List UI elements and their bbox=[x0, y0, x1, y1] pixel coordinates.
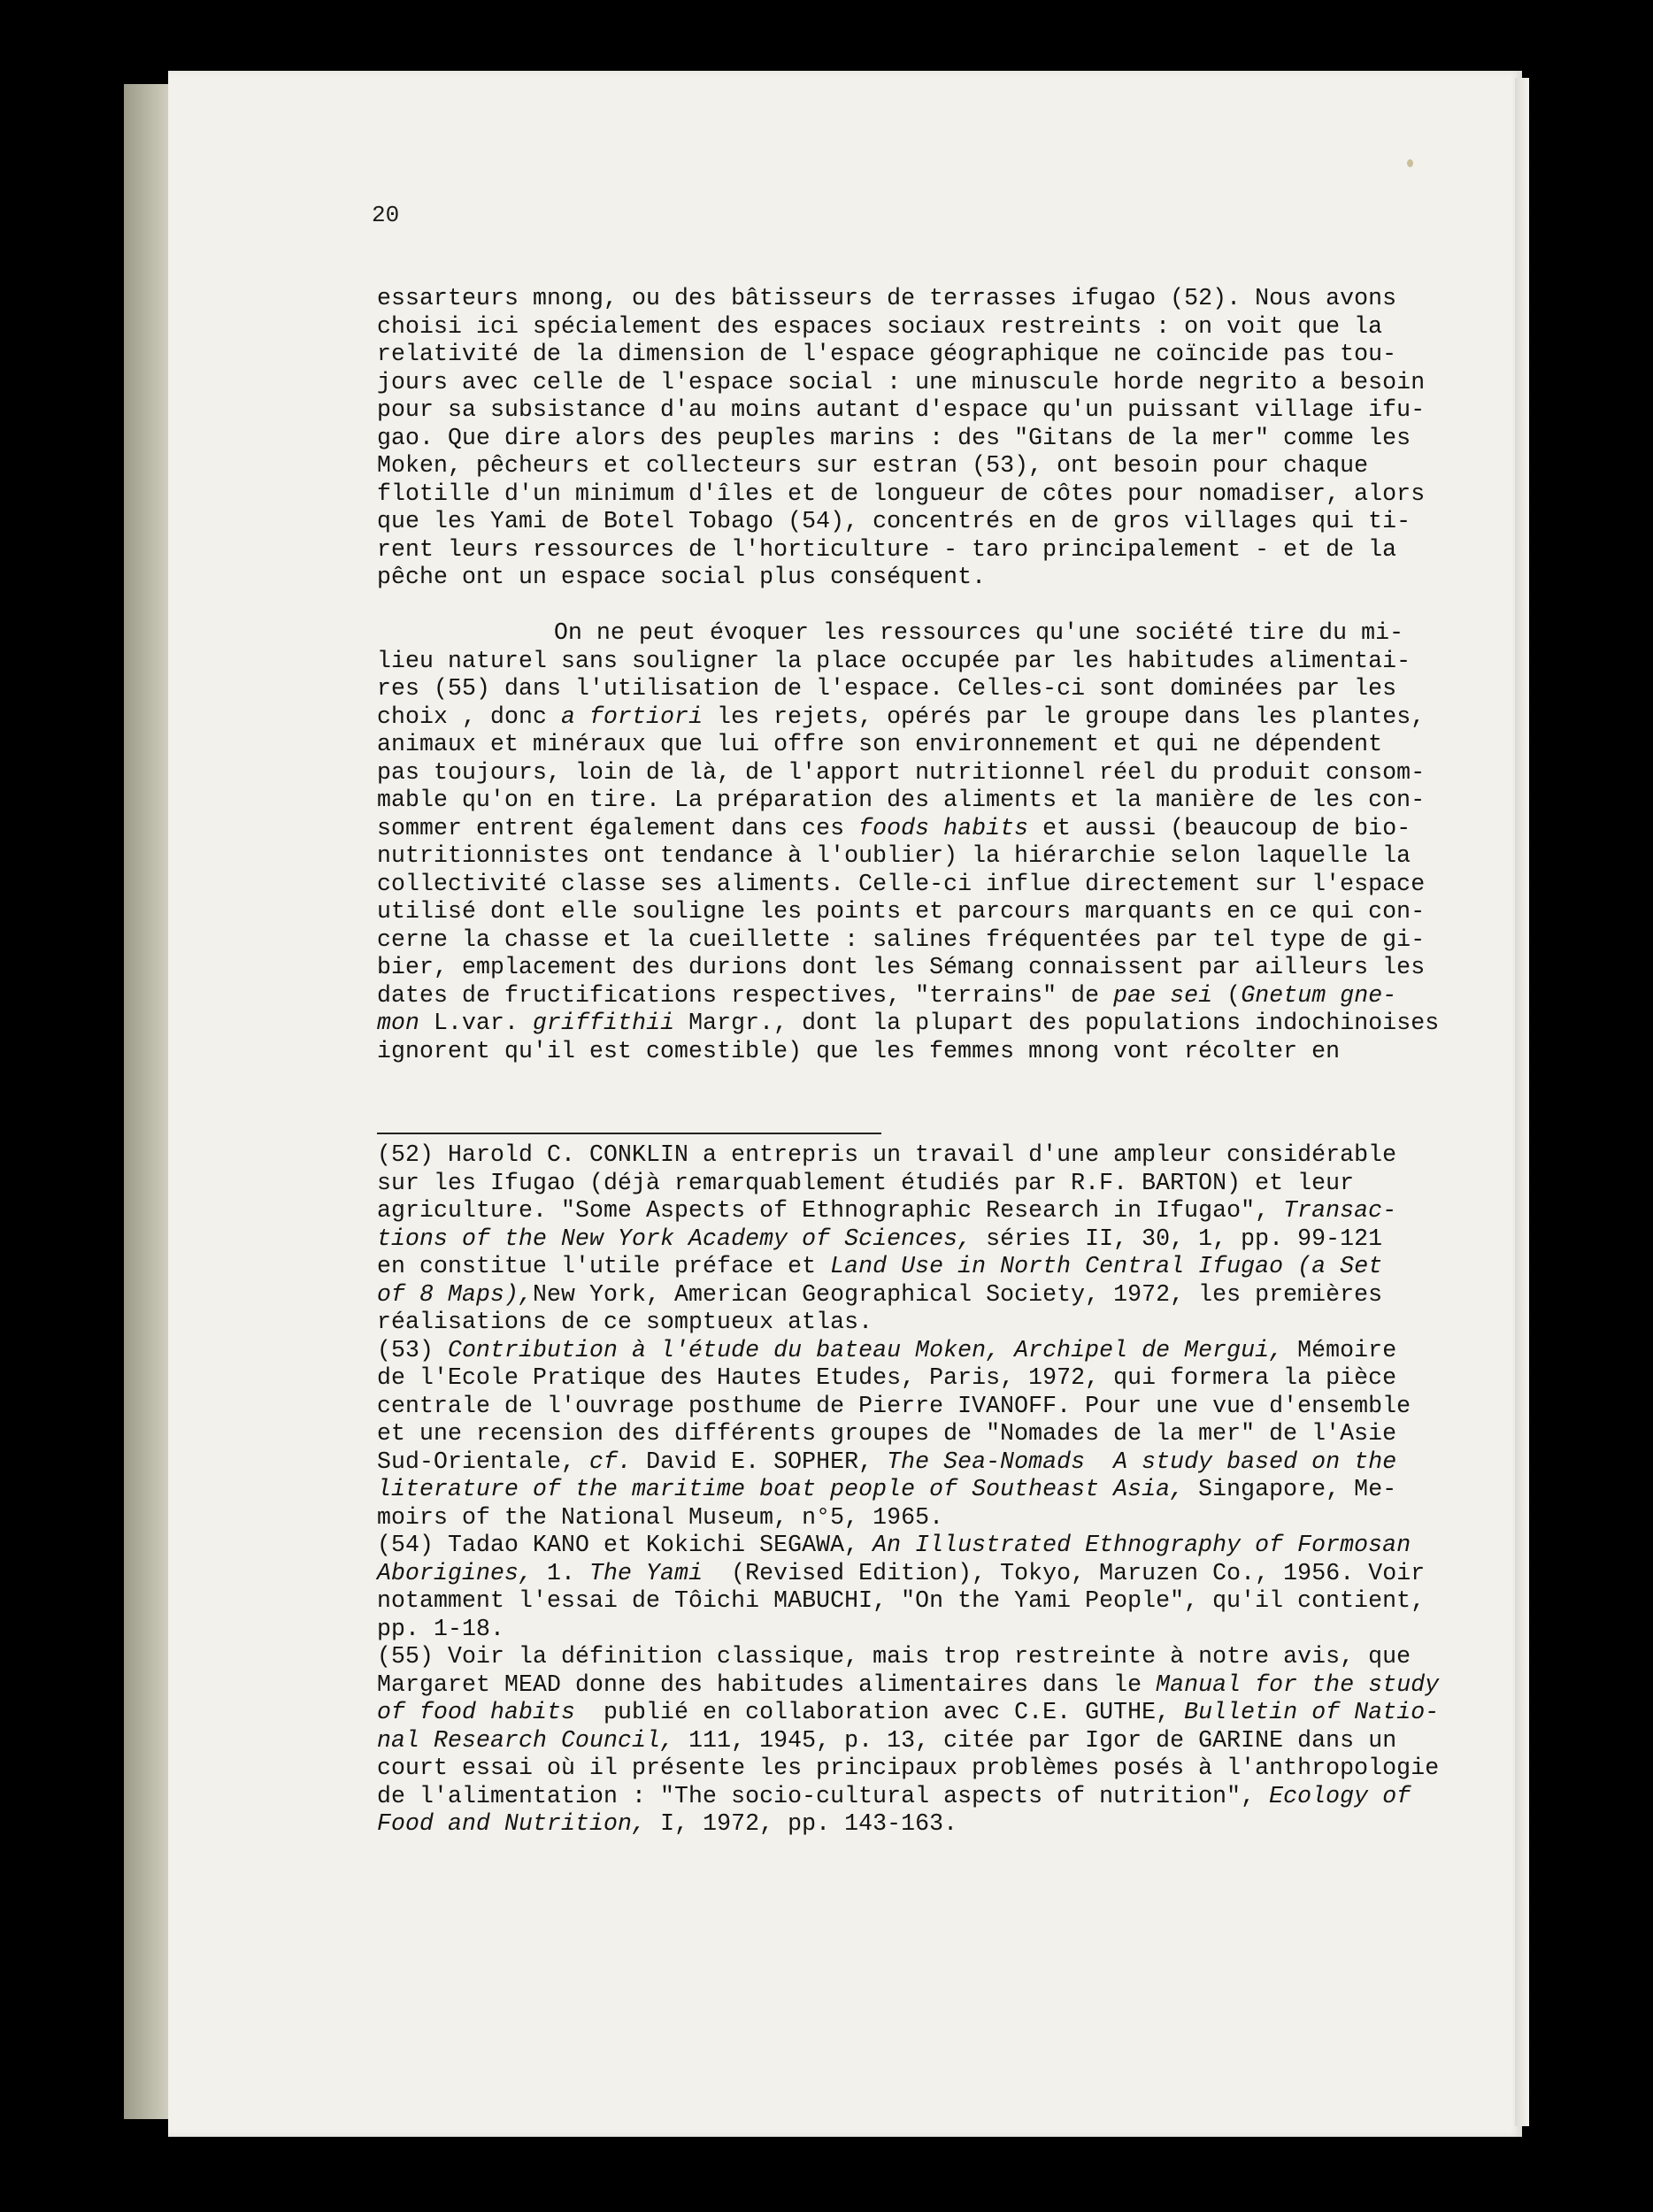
body-line bbox=[377, 1038, 1465, 1066]
text-run: (53) bbox=[377, 1336, 449, 1363]
body-line bbox=[377, 425, 1465, 453]
italic-text: foods habits bbox=[858, 814, 1029, 841]
body-line bbox=[377, 703, 1465, 732]
body-text bbox=[377, 285, 1465, 1065]
italic-text: a fortiori bbox=[561, 703, 703, 730]
body-line bbox=[377, 619, 1465, 648]
text-run: (54) Tadao KANO et Kokichi SEGAWA, bbox=[377, 1532, 873, 1558]
italic-text: Contribution à l'étude du bateau Moken, Archipel de Mergui, bbox=[448, 1336, 1284, 1363]
text-run: ( bbox=[1212, 981, 1242, 1009]
text-run: ignorent qu'il est comestible) que les femmes mnong vont récolter en bbox=[377, 1037, 1341, 1064]
text-run: 1. bbox=[533, 1559, 590, 1586]
text-run: sur les Ifugao (déjà remarquablement étudiés par R.F. BARTON) et leur bbox=[377, 1169, 1355, 1196]
italic-text: An Illustrated Ethnography of Formosan bbox=[873, 1532, 1411, 1558]
italic-text: cf. bbox=[589, 1448, 633, 1475]
italic-text: Aborigines, bbox=[377, 1559, 534, 1586]
text-run: Mémoire bbox=[1283, 1336, 1397, 1363]
italic-text: Bulletin of Natio- bbox=[1184, 1699, 1440, 1725]
body-line bbox=[377, 452, 1465, 480]
text-run: pp. 1-18. bbox=[377, 1615, 505, 1642]
body-line bbox=[377, 815, 1465, 843]
footnote-line bbox=[377, 1587, 1465, 1616]
text-run: Sud-Orientale, bbox=[377, 1448, 590, 1475]
text-run: pêche ont un espace social plus conséquent. bbox=[377, 564, 987, 590]
footnote-line bbox=[377, 1699, 1465, 1727]
text-run: Margr., dont la plupart des populations indochinoises bbox=[674, 1010, 1440, 1036]
text-run: notamment l'essai de Tôichi MABUCHI, "On the Yami People", qu'il contient, bbox=[377, 1587, 1426, 1614]
text-run: New York, American Geographical Society, 1972, les premières bbox=[533, 1280, 1383, 1308]
text-run: animaux et minéraux que lui offre son environnement et qui ne dépendent bbox=[377, 731, 1383, 757]
text-run: pour sa subsistance d'au moins autant d'espace qu'un puissant village ifu- bbox=[377, 396, 1426, 423]
text-run: L.var. bbox=[419, 1010, 534, 1036]
italic-text: of 8 Maps), bbox=[377, 1280, 534, 1308]
text-run: cerne la chasse et la cueillette : salines fréquentées par tel type de gi- bbox=[377, 926, 1426, 953]
text-run: utilisé dont elle souligne les points et parcours marquants en ce qui con- bbox=[377, 898, 1426, 925]
body-line bbox=[377, 341, 1465, 369]
text-run: dates de fructifications respectives, "terrains" de bbox=[377, 981, 1114, 1009]
body-line bbox=[377, 675, 1465, 703]
footnote-rule bbox=[377, 1133, 881, 1134]
text-run: les rejets, opérés par le groupe dans les plantes, bbox=[703, 703, 1426, 730]
italic-text: The Sea-Nomads A study based on the bbox=[887, 1448, 1397, 1475]
footnote-line bbox=[377, 1671, 1465, 1700]
text-run: relativité de la dimension de l'espace géographique ne coïncide pas tou- bbox=[377, 341, 1397, 367]
text-run: collectivité classe ses aliments. Celle-ci influe directement sur l'espace bbox=[377, 870, 1426, 897]
text-run: Singapore, Me- bbox=[1184, 1476, 1397, 1502]
italic-text: Land Use in North Central Ifugao (a Set bbox=[830, 1253, 1383, 1279]
italic-text: nal Research Council, bbox=[377, 1726, 675, 1754]
body-line bbox=[377, 759, 1465, 787]
text-run: et une recension des différents groupes de "Nomades de la mer" de l'Asie bbox=[377, 1420, 1397, 1447]
italic-text: Transac- bbox=[1283, 1197, 1397, 1224]
body-line bbox=[377, 842, 1465, 871]
text-run: flotille d'un minimum d'îles et de longueur de côtes pour nomadiser, alors bbox=[377, 480, 1426, 507]
footnote-line bbox=[377, 1783, 1465, 1811]
text-run: I, 1972, pp. 143-163. bbox=[646, 1810, 958, 1837]
italic-text: tions of the New York Academy of Sciences, bbox=[377, 1225, 973, 1252]
footnote-line bbox=[377, 1810, 1465, 1839]
footnote-line bbox=[377, 1504, 1465, 1532]
italic-text: Gnetum gne- bbox=[1241, 981, 1397, 1009]
text-run: moirs of the National Museum, n°5, 1965. bbox=[377, 1503, 944, 1531]
footnote-line bbox=[377, 1616, 1465, 1644]
italic-text: Manual for the study bbox=[1156, 1671, 1440, 1698]
text-run: essarteurs mnong, ou des bâtisseurs de terrasses ifugao (52). Nous avons bbox=[377, 285, 1397, 311]
page-number: 20 bbox=[372, 202, 400, 228]
text-run: séries II, 30, 1, pp. 99-121 bbox=[972, 1225, 1383, 1252]
footnote-line bbox=[377, 1448, 1465, 1477]
body-line bbox=[377, 982, 1465, 1010]
italic-text: Food and Nutrition, bbox=[377, 1810, 647, 1837]
footnote-line bbox=[377, 1170, 1465, 1198]
text-run: centrale de l'ouvrage posthume de Pierre IVANOFF. Pour une vue d'ensemble bbox=[377, 1392, 1411, 1419]
text-run: David E. SOPHER, bbox=[632, 1448, 888, 1475]
text-run: gao. Que dire alors des peuples marins : des "Gitans de la mer" comme les bbox=[377, 424, 1411, 451]
footnote-line bbox=[377, 1197, 1465, 1225]
text-run: que les Yami de Botel Tobago (54), concentrés en de gros villages qui ti- bbox=[377, 508, 1411, 534]
footnote-line bbox=[377, 1337, 1465, 1365]
text-run: publié en collaboration avec C.E. GUTHE, bbox=[575, 1699, 1185, 1725]
body-line bbox=[377, 564, 1465, 592]
text-run: On ne peut évoquer les ressources qu'une société tire du mi- bbox=[554, 619, 1404, 646]
footnote-line bbox=[377, 1476, 1465, 1504]
text-run: lieu naturel sans souligner la place occupée par les habitudes alimentai- bbox=[377, 647, 1411, 674]
body-line bbox=[377, 396, 1465, 425]
text-run: (55) Voir la définition classique, mais trop restreinte à notre avis, que bbox=[377, 1643, 1411, 1670]
footnote-line bbox=[377, 1727, 1465, 1755]
page-right-edge bbox=[1515, 78, 1529, 2126]
body-line bbox=[377, 871, 1465, 899]
body-line bbox=[377, 1010, 1465, 1038]
italic-text: of food habits bbox=[377, 1699, 576, 1725]
text-run: réalisations de ce somptueux atlas. bbox=[377, 1309, 873, 1335]
text-run: et aussi (beaucoup de bio- bbox=[1028, 814, 1411, 841]
body-line bbox=[377, 369, 1465, 397]
text-run: Margaret MEAD donne des habitudes alimentaires dans le bbox=[377, 1671, 1157, 1698]
italic-text: The Yami bbox=[589, 1559, 703, 1586]
body-line bbox=[377, 648, 1465, 676]
body-line bbox=[377, 731, 1465, 759]
text-run: mable qu'on en tire. La préparation des aliments et la manière de les con- bbox=[377, 787, 1426, 813]
footnote-line bbox=[377, 1364, 1465, 1393]
italic-text: mon bbox=[377, 1010, 420, 1036]
footnote-line bbox=[377, 1643, 1465, 1671]
body-line bbox=[377, 508, 1465, 536]
body-line bbox=[377, 898, 1465, 926]
text-run: sommer entrent également dans ces bbox=[377, 814, 859, 841]
text-run: (52) Harold C. CONKLIN a entrepris un travail d'une ampleur considérable bbox=[377, 1141, 1397, 1168]
body-line bbox=[377, 313, 1465, 342]
text-run: jours avec celle de l'espace social : une minuscule horde negrito a besoin bbox=[377, 368, 1426, 396]
footnote-line bbox=[377, 1309, 1465, 1337]
footnote-line bbox=[377, 1532, 1465, 1560]
text-run: court essai où il présente les principaux problèmes posés à l'anthropologie bbox=[377, 1755, 1440, 1781]
text-run: pas toujours, loin de là, de l'apport nutritionnel réel du produit consom- bbox=[377, 758, 1426, 786]
text-run: nutritionnistes ont tendance à l'oublier) la hiérarchie selon laquelle la bbox=[377, 842, 1411, 869]
text-run: res (55) dans l'utilisation de l'espace. Celles-ci sont dominées par les bbox=[377, 675, 1397, 702]
text-run: bier, emplacement des durions dont les Sémang connaissent par ailleurs les bbox=[377, 954, 1426, 980]
footnote-line bbox=[377, 1393, 1465, 1421]
body-line bbox=[377, 480, 1465, 509]
paper-spot bbox=[1407, 159, 1413, 167]
text-run: choix , donc bbox=[377, 703, 562, 730]
body-line bbox=[377, 787, 1465, 815]
text-run: (Revised Edition), Tokyo, Maruzen Co., 1956. Voir bbox=[703, 1559, 1426, 1586]
footnote-line bbox=[377, 1755, 1465, 1783]
text-run: choisi ici spécialement des espaces sociaux restreints : on voit que la bbox=[377, 312, 1383, 340]
footnote-line bbox=[377, 1420, 1465, 1448]
body-line bbox=[377, 285, 1465, 313]
text-run: en constitue l'utile préface et bbox=[377, 1253, 831, 1279]
body-line bbox=[377, 954, 1465, 982]
italic-text: Ecology of bbox=[1269, 1782, 1411, 1809]
italic-text: literature of the maritime boat people of Southeast Asia, bbox=[377, 1476, 1185, 1502]
text-run: de l'Ecole Pratique des Hautes Etudes, Paris, 1972, qui formera la pièce bbox=[377, 1364, 1397, 1391]
footnote-line bbox=[377, 1225, 1465, 1254]
footnote-line bbox=[377, 1560, 1465, 1588]
text-run: de l'alimentation : "The socio-cultural aspects of nutrition", bbox=[377, 1782, 1270, 1809]
footnote-line bbox=[377, 1141, 1465, 1170]
text-run: rent leurs ressources de l'horticulture - taro principalement - et de la bbox=[377, 535, 1397, 563]
footnote-line bbox=[377, 1281, 1465, 1310]
italic-text: pae sei bbox=[1113, 981, 1213, 1009]
body-line bbox=[377, 592, 1465, 620]
body-line bbox=[377, 926, 1465, 955]
text-run: Moken, pêcheurs et collecteurs sur estran (53), ont besoin pour chaque bbox=[377, 452, 1369, 479]
text-run: 111, 1945, p. 13, citée par Igor de GARINE dans un bbox=[674, 1726, 1397, 1754]
body-line bbox=[377, 536, 1465, 565]
italic-text: griffithii bbox=[533, 1010, 675, 1036]
text-run: agriculture. "Some Aspects of Ethnographic Research in Ifugao", bbox=[377, 1197, 1284, 1224]
footnotes bbox=[377, 1141, 1465, 1839]
footnote-line bbox=[377, 1253, 1465, 1281]
